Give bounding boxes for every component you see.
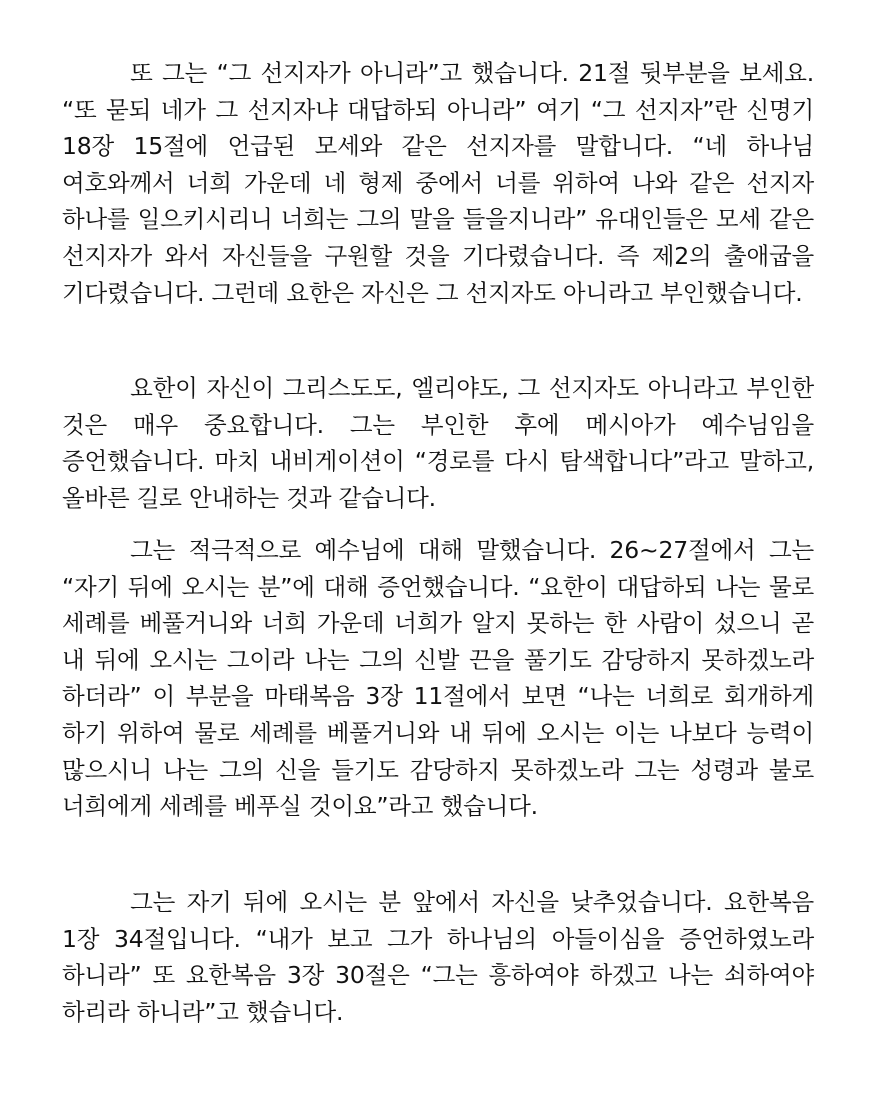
paragraph-prophet-denial: 또 그는 “그 선지자가 아니라”고 했습니다. 21절 뒷부분을 보세요. “또 묻되 네가 그 선지자냐 대답하되 아니라” 여기 “그 선지자”란 신명기 18장 15절에 언급된 모세와 같은 선지자를 말합니다. “네 하나님 여호와께서 너희 가운데 네 형제 중에서 너를 위하여 나와 같은 선지자 하나를 일으키시리니 너희는 그의 말을 들을지니라” 유대인들은 모세 같은 선지자가 와서 자신들을 구원할 것을 기다렸습니다. 즉 제2의 출애굽을 기다렸습니다. 그런데 요한은 자신은 그 선지자도 아니라고 부인했습니다.: [62, 59, 814, 307]
paragraph-testimony-of-jesus: 그는 적극적으로 예수님에 대해 말했습니다. 26~27절에서 그는 “자기 뒤에 오시는 분”에 대해 증언했습니다. “요한이 대답하되 나는 물로 세례를 베풀거니와 너희 가운데 너희가 알지 못하는 한 사람이 섰으니 곧 내 뒤에 오시는 그이라 나는 그의 신발 끈을 풀기도 감당하지 못하겠노라 하더라” 이 부분을 마태복음 3장 11절에서 보면 “나는 너희로 회개하게 하기 위하여 물로 세례를 베풀거니와 내 뒤에 오시는 이는 나보다 능력이 많으시니 나는 그의 신을 들기도 감당하지 못하겠노라 그는 성령과 불로 너희에게 세례를 베푸실 것이요”라고 했습니다.: [62, 536, 814, 821]
paragraph-humility: 그는 자기 뒤에 오시는 분 앞에서 자신을 낮추었습니다. 요한복음 1장 34절입니다. “내가 보고 그가 하나님의 아들이심을 증언하였노라 하니라” 또 요한복음 3장 30절은 “그는 흥하여야 하겠고 나는 쇠하여야 하리라 하니라”고 했습니다.: [62, 888, 814, 1026]
paragraph-importance-of-denial: 요한이 자신이 그리스도도, 엘리야도, 그 선지자도 아니라고 부인한 것은 매우 중요합니다. 그는 부인한 후에 메시아가 예수님임을 증언했습니다. 마치 내비게이션이 “경로를 다시 탐색합니다”라고 말하고, 올바른 길로 안내하는 것과 같습니다.: [62, 374, 814, 512]
document-page: [62, 0, 814, 1099]
